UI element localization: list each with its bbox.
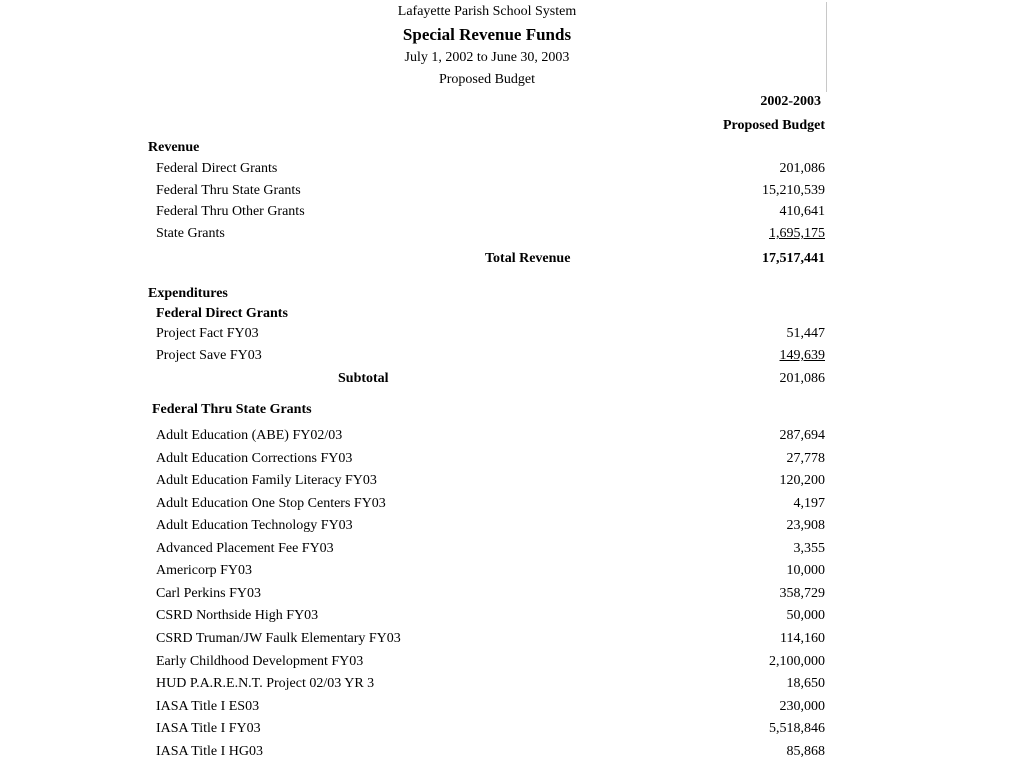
expenditure-value: 358,729 xyxy=(779,586,825,601)
revenue-total-label: Total Revenue xyxy=(485,251,571,266)
expenditure-row xyxy=(0,586,1024,608)
column-divider xyxy=(826,2,827,92)
expenditure-value: 4,197 xyxy=(793,496,825,511)
revenue-value: 15,210,539 xyxy=(762,183,825,198)
expenditure-label: Adult Education Technology FY03 xyxy=(156,518,353,533)
expenditure-label: Project Fact FY03 xyxy=(156,326,259,341)
subtotal-label: Subtotal xyxy=(338,371,389,386)
revenue-total-value: 17,517,441 xyxy=(762,251,825,266)
federal-thru-state-heading-row xyxy=(0,402,1024,424)
organization-name: Lafayette Parish School System xyxy=(397,4,577,19)
expenditure-row xyxy=(0,676,1024,698)
expenditure-row xyxy=(0,721,1024,743)
expenditure-row xyxy=(0,631,1024,653)
expenditure-label: CSRD Northside High FY03 xyxy=(156,608,319,623)
expenditure-label: Carl Perkins FY03 xyxy=(156,586,261,601)
expenditure-value: 114,160 xyxy=(780,631,825,646)
expenditure-row xyxy=(0,326,1024,348)
revenue-label: Federal Thru Other Grants xyxy=(156,204,305,219)
revenue-value: 201,086 xyxy=(779,161,825,176)
expenditure-label: HUD P.A.R.E.N.T. Project 02/03 YR 3 xyxy=(156,676,375,691)
column-label-header: Proposed Budget xyxy=(722,118,825,133)
expenditure-label: IASA Title I FY03 xyxy=(156,721,261,736)
report-subtitle: Proposed Budget xyxy=(438,72,536,87)
report-period: July 1, 2002 to June 30, 2003 xyxy=(404,50,570,65)
expenditure-label: Adult Education One Stop Centers FY03 xyxy=(156,496,386,511)
revenue-row xyxy=(0,161,1024,183)
expenditure-row xyxy=(0,541,1024,563)
expenditure-row xyxy=(0,563,1024,585)
expenditure-value: 10,000 xyxy=(786,563,825,578)
revenue-value: 410,641 xyxy=(779,204,825,219)
expenditure-label: IASA Title I HG03 xyxy=(156,744,263,759)
expenditure-row xyxy=(0,473,1024,495)
expenditure-label: Early Childhood Development FY03 xyxy=(156,654,364,669)
expenditure-value: 287,694 xyxy=(779,428,825,443)
revenue-heading-row xyxy=(0,140,1024,162)
expenditure-row xyxy=(0,496,1024,518)
expenditure-value: 85,868 xyxy=(786,744,825,759)
revenue-total-row xyxy=(0,251,1024,273)
expenditure-row xyxy=(0,518,1024,540)
expenditure-value: 23,908 xyxy=(786,518,825,533)
expenditure-row xyxy=(0,654,1024,676)
expenditure-row xyxy=(0,451,1024,473)
revenue-row xyxy=(0,183,1024,205)
expenditure-value: 120,200 xyxy=(779,473,825,488)
report-title: Special Revenue Funds xyxy=(402,25,572,44)
federal-thru-state-heading: Federal Thru State Grants xyxy=(152,402,312,417)
expenditure-row xyxy=(0,348,1024,370)
expenditure-label: Advanced Placement Fee FY03 xyxy=(156,541,334,556)
subtotal-value: 201,086 xyxy=(779,371,825,386)
expenditure-label: IASA Title I ES03 xyxy=(156,699,260,714)
expenditure-label: CSRD Truman/JW Faulk Elementary FY03 xyxy=(156,631,401,646)
expenditure-value: 27,778 xyxy=(786,451,825,466)
expenditure-value: 149,639 xyxy=(779,348,825,363)
federal-direct-heading: Federal Direct Grants xyxy=(156,306,288,321)
federal-direct-subtotal-row xyxy=(0,371,1024,393)
revenue-label: Federal Thru State Grants xyxy=(156,183,301,198)
expenditure-value: 50,000 xyxy=(786,608,825,623)
revenue-value: 1,695,175 xyxy=(769,226,825,241)
expenditure-label: Project Save FY03 xyxy=(156,348,262,363)
expenditure-value: 51,447 xyxy=(786,326,825,341)
expenditure-row xyxy=(0,608,1024,630)
column-year-header: 2002-2003 xyxy=(760,94,821,109)
revenue-label: Federal Direct Grants xyxy=(156,161,278,176)
expenditure-label: Adult Education (ABE) FY02/03 xyxy=(156,428,343,443)
expenditures-heading-row xyxy=(0,286,1024,308)
expenditure-label: Americorp FY03 xyxy=(156,563,253,578)
expenditure-label: Adult Education Corrections FY03 xyxy=(156,451,353,466)
expenditure-value: 230,000 xyxy=(779,699,825,714)
federal-direct-heading-row xyxy=(0,306,1024,328)
expenditure-row xyxy=(0,428,1024,450)
expenditure-label: Adult Education Family Literacy FY03 xyxy=(156,473,377,488)
expenditure-value: 2,100,000 xyxy=(769,654,825,669)
expenditure-row xyxy=(0,699,1024,721)
revenue-row xyxy=(0,226,1024,248)
expenditure-value: 3,355 xyxy=(793,541,825,556)
expenditure-value: 18,650 xyxy=(786,676,825,691)
expenditures-heading: Expenditures xyxy=(148,286,228,301)
expenditure-value: 5,518,846 xyxy=(769,721,825,736)
revenue-row xyxy=(0,204,1024,226)
revenue-label: State Grants xyxy=(156,226,225,241)
expenditure-row xyxy=(0,744,1024,766)
revenue-heading: Revenue xyxy=(148,140,200,155)
